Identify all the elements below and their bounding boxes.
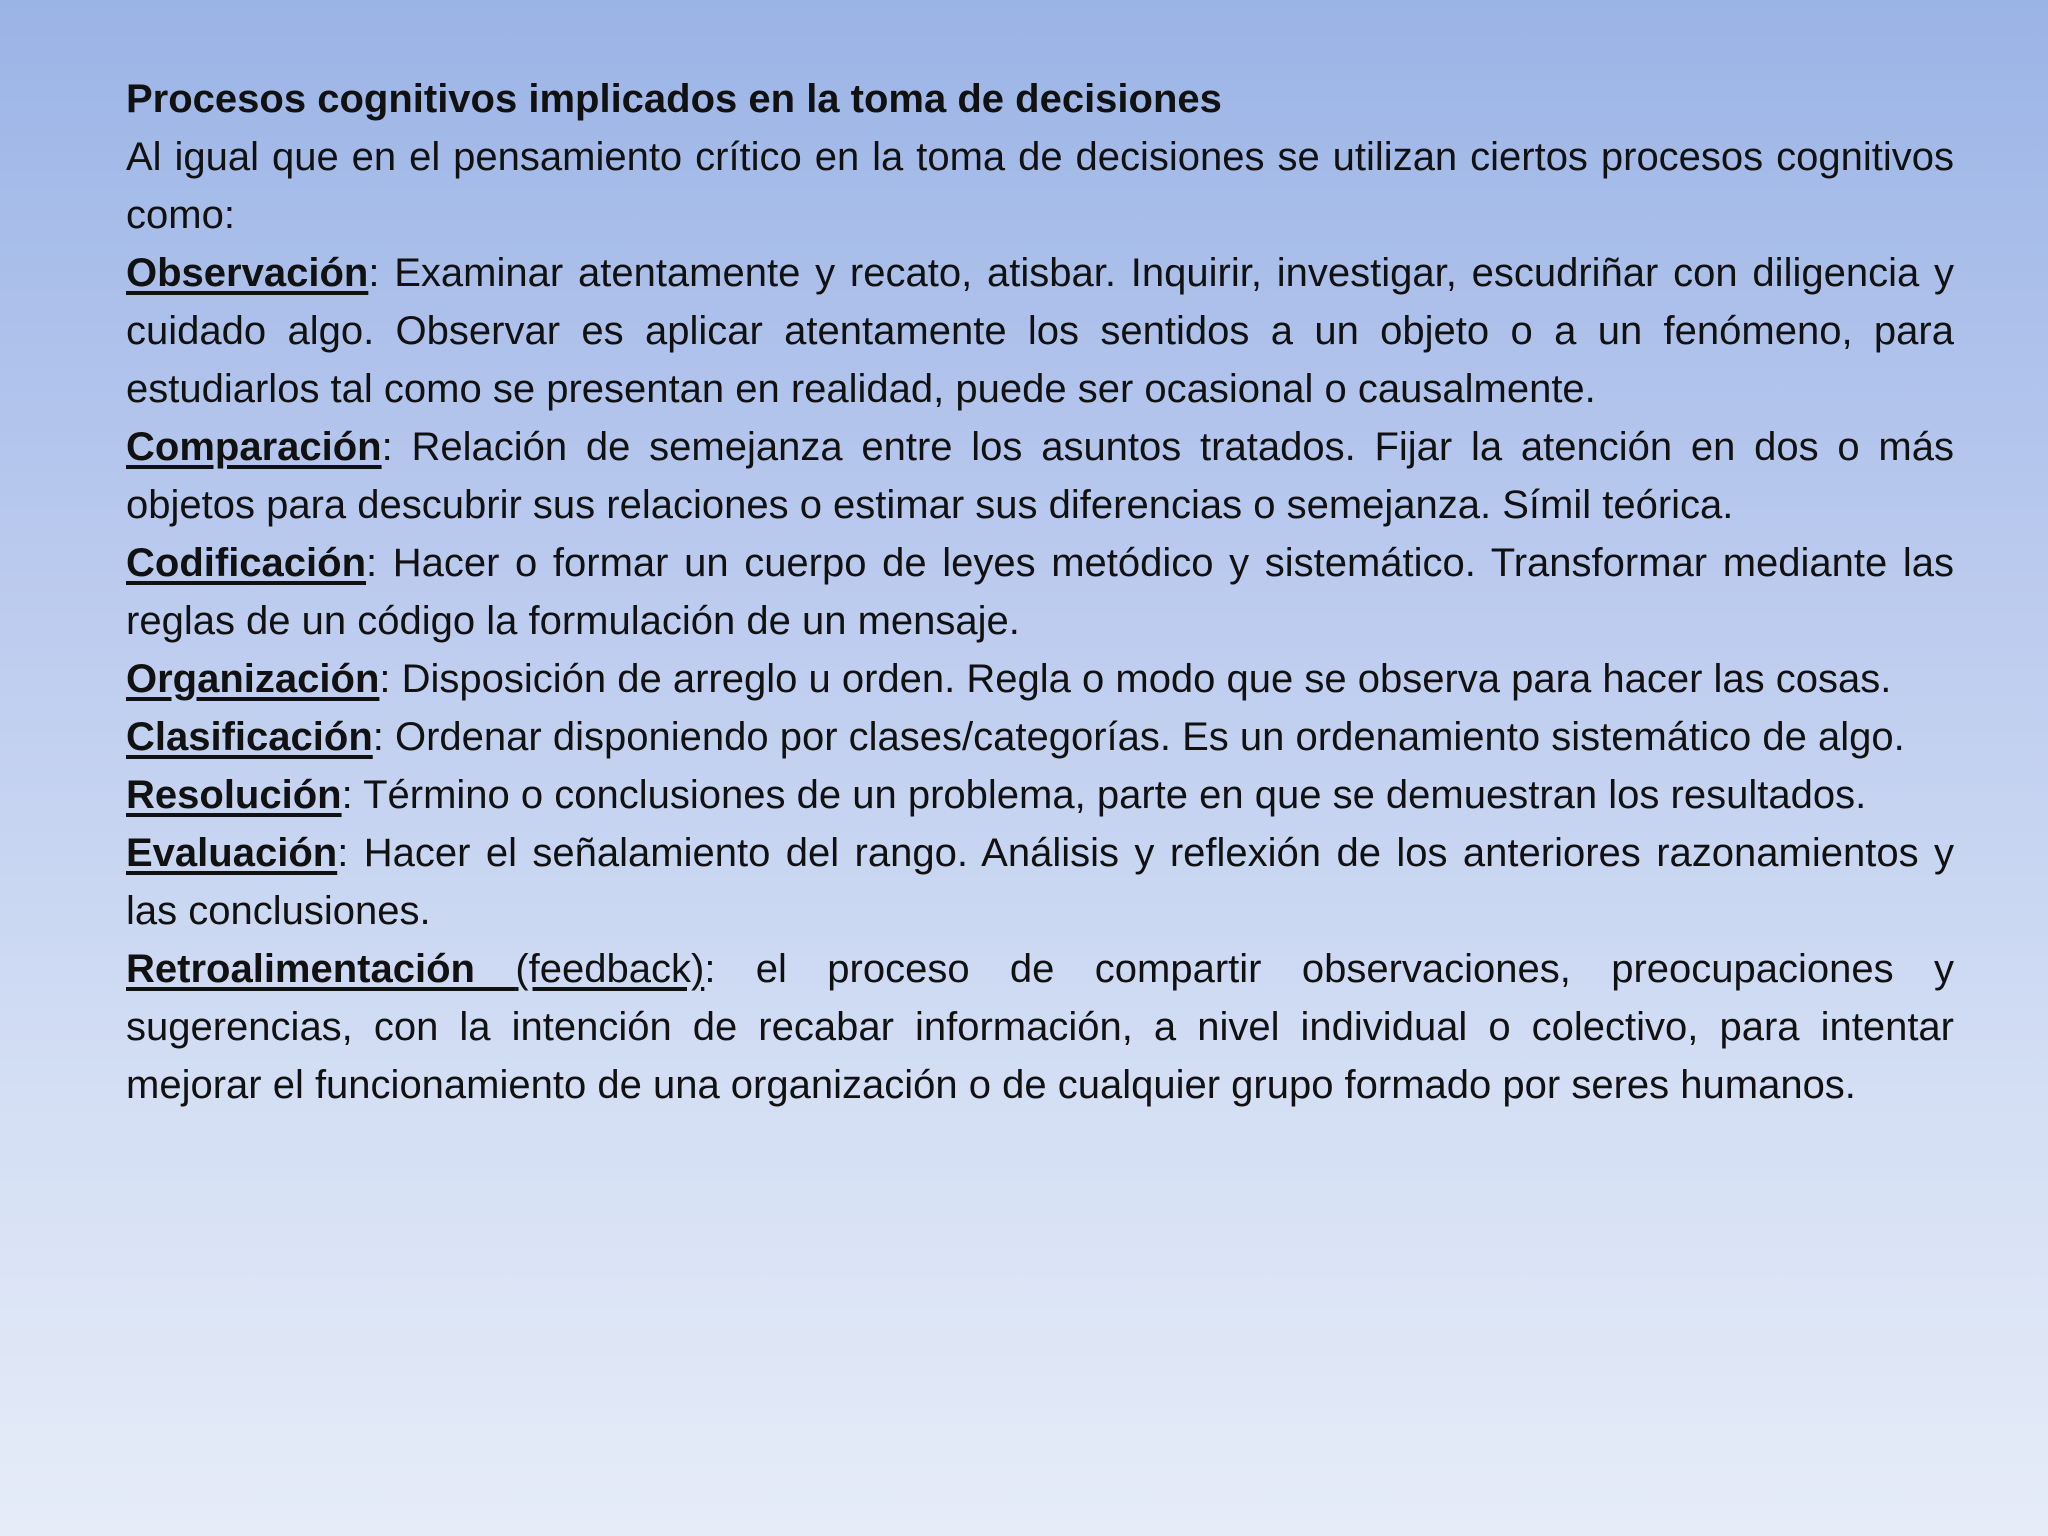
term-resolucion: Resolución [126, 773, 342, 817]
definition-text: : Hacer el señalamiento del rango. Análisis y reflexión de los anteriores razonamientos y las conclusiones. [126, 831, 1954, 933]
term-comparacion: Comparación [126, 425, 382, 469]
definition-resolucion [126, 766, 1954, 824]
definition-observacion [126, 244, 1954, 418]
intro-paragraph: Al igual que en el pensamiento crítico en la toma de decisiones se utilizan ciertos procesos cognitivos como: [126, 135, 1954, 237]
definition-evaluacion [126, 824, 1954, 940]
term-evaluacion: Evaluación [126, 831, 338, 875]
definition-text: : Examinar atentamente y recato, atisbar. Inquirir, investigar, escudriñar con diligencia y cuidado algo. Observar es aplicar atentamente los sentidos a un objeto o a un fenómeno, para estudiarlos tal como se presentan en realidad, puede ser ocasional o causalmente. [126, 251, 1954, 411]
term-observacion: Observación [126, 251, 369, 295]
definition-comparacion [126, 418, 1954, 534]
definition-organizacion [126, 650, 1954, 708]
term-clasificacion: Clasificación [126, 715, 373, 759]
definition-retroalimentacion [126, 940, 1954, 1114]
slide-title: Procesos cognitivos implicados en la toma de decisiones [126, 77, 1222, 121]
definition-text: : el proceso de compartir observaciones, preocupaciones y sugerencias, con la intención de recabar información, a nivel individual o colectivo, para intentar mejorar el funcionamiento de una organización o de cualquier grupo formado por seres humanos. [126, 947, 1955, 1107]
definition-codificacion [126, 534, 1954, 650]
term-retroalimentacion-paren: (feedback) [515, 947, 705, 991]
term-organizacion: Organización [126, 657, 380, 701]
definition-text: : Disposición de arreglo u orden. Regla o modo que se observa para hacer las cosas. [379, 657, 1892, 701]
term-retroalimentacion: Retroalimentación [126, 947, 516, 991]
definition-text: : Término o conclusiones de un problema, parte en que se demuestran los resultados. [341, 773, 1867, 817]
slide-content [126, 70, 1954, 1114]
definition-clasificacion [126, 708, 1954, 766]
definition-text: : Ordenar disponiendo por clases/categorías. Es un ordenamiento sistemático de algo. [372, 715, 1905, 759]
definition-text: : Hacer o formar un cuerpo de leyes metódico y sistemático. Transformar mediante las reglas de un código la formulación de un mensaje. [126, 541, 1954, 643]
definition-text: : Relación de semejanza entre los asuntos tratados. Fijar la atención en dos o más objetos para descubrir sus relaciones o estimar sus diferencias o semejanza. Símil teórica. [126, 425, 1954, 527]
term-codificacion: Codificación [126, 541, 367, 585]
